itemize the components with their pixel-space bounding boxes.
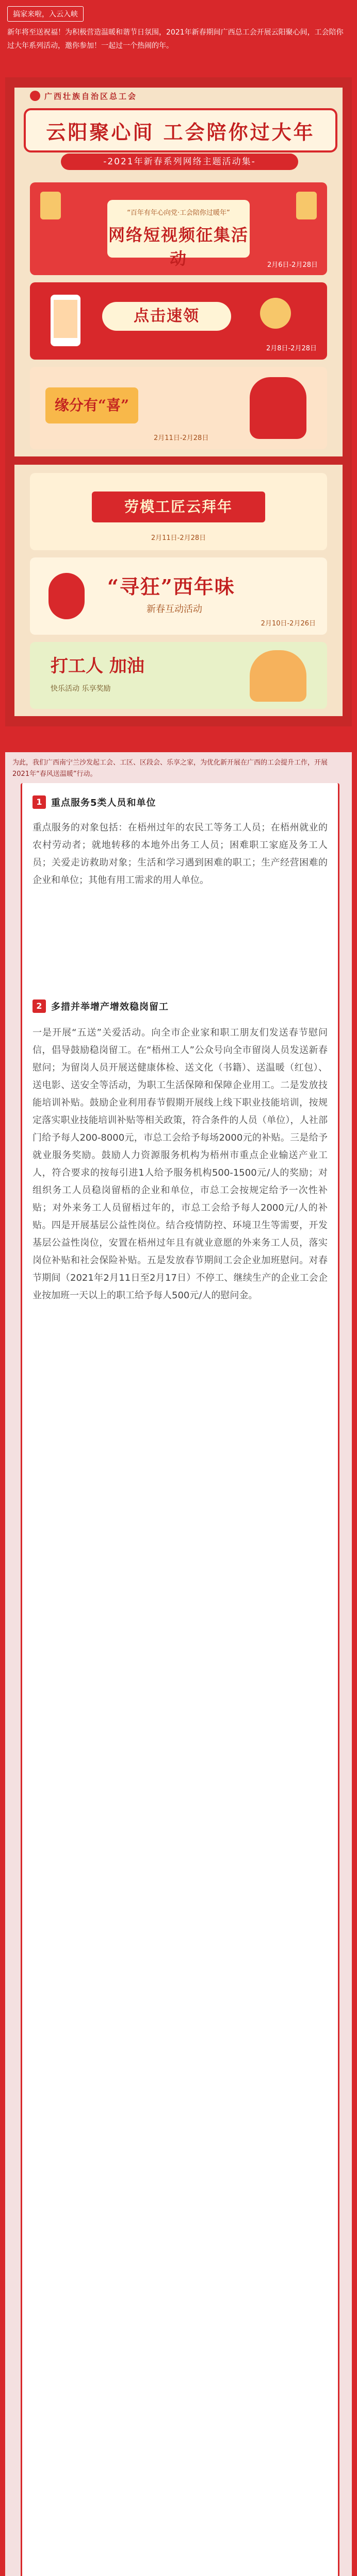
article xyxy=(5,752,352,2576)
section-heading xyxy=(33,999,328,1013)
lantern-icon xyxy=(48,573,85,619)
event-card-worker[interactable] xyxy=(30,642,327,709)
lantern-icon xyxy=(40,192,61,219)
video-plate xyxy=(107,200,250,268)
event-card-search[interactable] xyxy=(30,557,327,635)
video-title: 网络短视频征集活动 xyxy=(108,225,249,268)
union-logo-icon xyxy=(30,91,40,101)
section-title: 重点服务5类人员和单位 xyxy=(51,798,156,808)
search-title: “寻狂”西年味 xyxy=(107,575,235,598)
lantern-icon xyxy=(296,192,317,219)
section-number: 1 xyxy=(33,795,46,809)
section-heading xyxy=(33,795,328,809)
greeting-ribbon: 劳模工匠云拜年 xyxy=(92,492,265,522)
horn-icon xyxy=(260,298,291,329)
event-date: 2月6日-2月28日 xyxy=(267,261,318,269)
event-card-claim[interactable] xyxy=(30,282,327,360)
poster-title-box xyxy=(24,108,337,152)
poster-title: 云阳聚心间 工会陪你过大年 xyxy=(46,120,315,144)
section-body: 重点服务的对象包括：在梧州过年的农民工等务工人员；在梧州就业的农村劳动者；就地转移的本地外出务工人员；困难职工家庭及务工人员；关爱走访救助对象；生活和学习遇到困难的职工；生产经营困难的企业和单位；其他有用工需求的用人单位。 xyxy=(33,822,328,886)
event-date: 2月8日-2月28日 xyxy=(266,345,317,352)
event-card-luck[interactable] xyxy=(30,367,327,449)
luck-seal: 缘分有“喜” xyxy=(45,387,138,423)
claim-button[interactable]: 点击速领 xyxy=(102,302,231,331)
search-sub: 新春互动活动 xyxy=(147,604,202,615)
poster xyxy=(5,77,352,726)
worker-illustration-icon xyxy=(250,650,306,702)
section-body: 一是开展“五送”关爱活动。向全市企业家和职工朋友们发送春节慰问信，倡导鼓励稳岗留工。在“梧州工人”公众号向全市留岗人员发送新春慰问；为留岗人员开展送健康体检、送文化（书籍）、送温暖（红包）、送电影、送安全等活动，为职工生活保障和保障企业用工。二是发放技能培训补贴。鼓励企业利用春节假期开展线上线下职业技能培训，按规定落实职业技能培训补贴等相关政策，符合条件的人员（单位），人社部门给予每人200-8000元，市总工会给予每场2000元的补贴。三是给予就业服务奖励。鼓励人力资源服务机构为梧州市重点企业输送产业工人，符合要求的按每引进1人给予服务机构500-1500元/人的奖励；对组织务工人员稳岗留梧的企业和单位，市总工会按规定给予一次性补贴；对外来务工人员留梧过年的，市总工会给予每人2000元/人的补贴。四是开展基层公益性岗位。结合疫情防控、环境卫生等需要，开发基层公益性岗位，安置在梧州过年且有就业意愿的外来务工人员，落实岗位补贴和社会保险补贴。五是发放春节期间工会企业加班慰问。对春节期间（2021年2月11日至2月17日）不停工、继续生产的企业工会企业按加班一天以上的职工给予每人500元/人的慰问金。 xyxy=(33,1027,328,1301)
phone-icon xyxy=(51,295,80,346)
poster-subtitle: -2021年新春系列网络主题活动集- xyxy=(61,154,298,170)
poster-inner xyxy=(14,88,343,716)
poster-org: 广西壮族自治区总工会 xyxy=(44,92,138,101)
event-card-greeting[interactable] xyxy=(30,473,327,550)
poster-divider xyxy=(14,456,343,465)
event-date: 2月11日-2月28日 xyxy=(154,434,209,442)
worker-sub: 快乐活动 乐享奖励 xyxy=(51,685,111,693)
worker-title: 打工人 加油 xyxy=(51,656,144,676)
section-title: 多措并举增产增效稳岗留工 xyxy=(51,1002,169,1012)
header-tag[interactable]: 搞家来啦，入云入峡 xyxy=(7,6,84,22)
lucky-bag-icon xyxy=(250,377,306,439)
article-card xyxy=(21,783,339,2576)
video-sub: “百年有年心向党·工会陪你过暖年” xyxy=(127,209,230,217)
intro-text: 新年将至送祝福！为积极营造温暖和谐节日氛围，2021年新春期间广西总工会开展云阳聚心间，工会陪你过大年系列活动，邀你参加！一起过一个热闹的年。 xyxy=(7,28,344,50)
event-date: 2月11日-2月28日 xyxy=(151,534,206,542)
article-intro: 为此，我们广西南宁兰沙发起工会、工区、区段会、乐享之家，为优化新开展在广西的工会提升工作，开展2021年“春风送温暖”行动。 xyxy=(12,759,328,778)
event-date: 2月10日-2月26日 xyxy=(261,620,316,628)
section-number: 2 xyxy=(33,999,46,1013)
event-card-video[interactable] xyxy=(30,182,327,275)
